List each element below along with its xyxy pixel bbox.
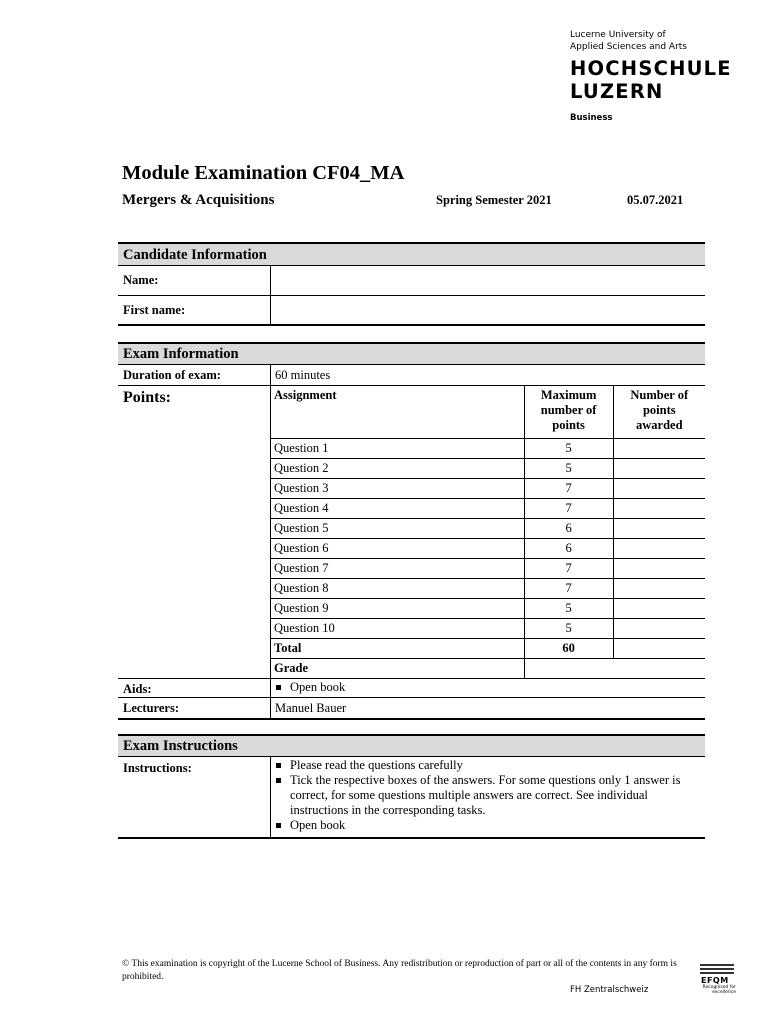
awarded-points-cell[interactable] [613,499,705,519]
question-label: Question 7 [271,559,525,579]
awarded-points-column-header [613,386,705,439]
total-max-points: 60 [524,639,613,659]
question-max-points: 7 [524,479,613,499]
question-label: Question 10 [271,619,525,639]
max-points-header-line-3: points [552,418,585,432]
grade-label: Grade [271,659,525,679]
instructions-list [271,758,691,833]
logo-wordmark [570,57,732,103]
total-label: Total [271,639,525,659]
points-label: Points: [123,389,171,406]
question-label: Question 3 [271,479,525,499]
aids-list [271,680,345,695]
question-label: Question 5 [271,519,525,539]
points-table-header [271,386,706,439]
exam-date: 05.07.2021 [627,193,684,207]
total-row [271,639,706,659]
awarded-points-cell[interactable] [613,539,705,559]
candidate-information-heading: Candidate Information [118,242,705,266]
candidate-information-section [118,242,705,326]
exam-instructions-section [118,734,705,839]
list-item: Open book [271,680,345,695]
name-row [118,266,705,296]
exam-instructions-heading: Exam Instructions [118,734,705,757]
question-max-points: 5 [524,439,613,459]
fh-zentralschweiz-label: FH Zentralschweiz [570,985,649,995]
table-row [271,599,706,619]
university-logo [570,29,732,123]
exam-information-heading: Exam Information [118,342,705,365]
question-label: Question 2 [271,459,525,479]
module-subtitle: Mergers & Acquisitions [122,192,275,208]
table-row [271,439,706,459]
awarded-points-cell[interactable] [613,439,705,459]
question-max-points: 6 [524,539,613,559]
question-max-points: 7 [524,559,613,579]
question-max-points: 5 [524,599,613,619]
awarded-points-cell[interactable] [613,559,705,579]
logo-wordmark-line-2: LUZERN [570,80,664,103]
table-row [271,459,706,479]
efqm-wordmark: EFQM [701,976,729,985]
awarded-header-line-1: Number of [630,388,689,402]
question-max-points: 7 [524,499,613,519]
semester: Spring Semester 2021 [436,193,552,207]
max-points-header-line-2: number of [540,403,597,417]
name-field[interactable] [271,266,705,295]
grade-cell[interactable] [524,659,705,679]
question-label: Question 9 [271,599,525,619]
duration-label: Duration of exam: [123,368,221,382]
divider [270,365,271,385]
efqm-bars-icon [700,964,734,974]
awarded-points-cell[interactable] [613,459,705,479]
awarded-header-line-2: points [642,403,676,417]
duration-value: 60 minutes [275,368,331,382]
logo-department: Business [570,113,613,123]
divider [270,698,271,718]
aids-row [118,678,705,698]
table-row [271,559,706,579]
points-block [118,386,705,678]
max-points-header-line-1: Maximum [540,388,597,402]
table-row [271,479,706,499]
list-item: Tick the respective boxes of the answers. For some questions only 1 answer is correct, for some questions multiple answers are correct. See individual instructions in the corresponding tasks. [271,773,691,818]
lecturers-row [118,698,705,720]
instructions-row [118,757,705,839]
first-name-label: First name: [123,303,186,317]
question-max-points: 5 [524,459,613,479]
table-row [271,579,706,599]
grade-row [271,659,706,679]
efqm-caption: Recognised for excellence [702,985,736,995]
awarded-points-cell[interactable] [613,599,705,619]
question-max-points: 7 [524,579,613,599]
name-label: Name: [123,273,159,287]
question-max-points: 6 [524,519,613,539]
awarded-points-cell[interactable] [613,479,705,499]
awarded-header-line-3: awarded [636,418,683,432]
logo-line-1: Lucerne University of [570,30,666,40]
max-points-column-header [524,386,613,439]
table-row [271,499,706,519]
aids-label: Aids: [123,682,152,696]
logo-wordmark-line-1: HOCHSCHULE [570,57,732,80]
awarded-points-cell[interactable] [613,579,705,599]
question-label: Question 4 [271,499,525,519]
table-row [271,539,706,559]
question-label: Question 6 [271,539,525,559]
awarded-points-cell[interactable] [613,619,705,639]
exam-information-section [118,342,705,720]
instructions-label: Instructions: [123,761,192,775]
assignment-column-header: Assignment [271,386,525,439]
awarded-points-cell[interactable] [613,519,705,539]
question-label: Question 1 [271,439,525,459]
table-row [271,519,706,539]
points-table [270,386,705,679]
efqm-logo [678,964,738,995]
first-name-row [118,296,705,326]
table-row [271,619,706,639]
question-label: Question 8 [271,579,525,599]
copyright-notice: © This examination is copyright of the Lucerne School of Business. Any redistribution or reproduction of part or all of the contents in any form is prohibited. [122,959,677,982]
duration-row [118,365,705,386]
lecturers-label: Lecturers: [123,701,179,715]
lecturers-value: Manuel Bauer [275,701,347,715]
list-item: Please read the questions carefully [271,758,691,773]
question-max-points: 5 [524,619,613,639]
first-name-field[interactable] [271,296,705,324]
page-title: Module Examination CF04_MA [122,162,405,184]
logo-line-2: Applied Sciences and Arts [570,42,687,52]
total-awarded-cell[interactable] [613,639,705,659]
list-item: Open book [271,818,691,833]
